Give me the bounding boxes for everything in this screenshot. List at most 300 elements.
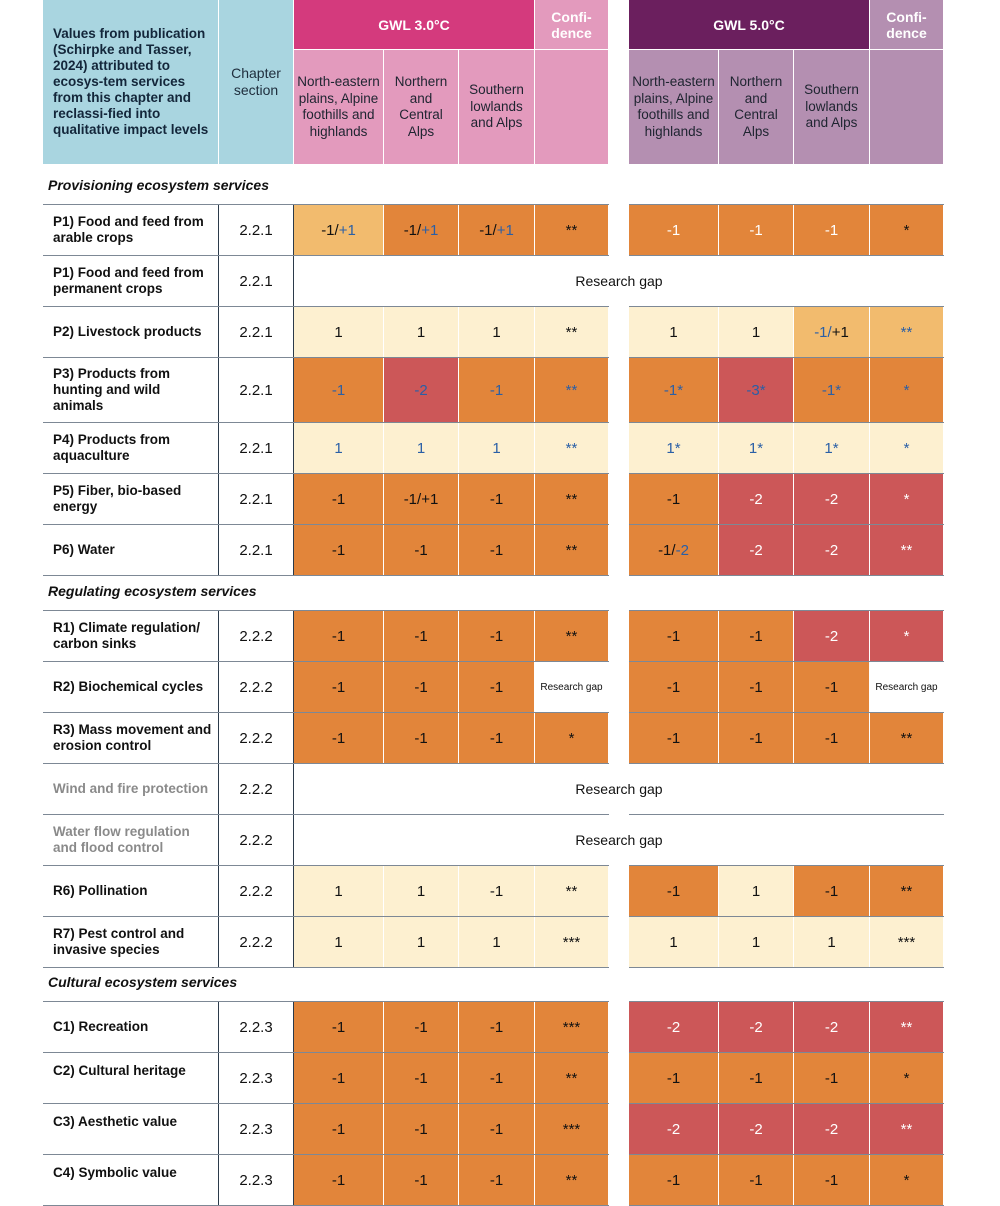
impact-value: -1 — [824, 678, 839, 696]
gwl5-impact-cell — [629, 307, 718, 357]
gwl5-region-1: North-eastern plains, Alpine foothills and highlands — [629, 50, 718, 164]
gwl3-impact-cell — [384, 662, 458, 712]
gwl5-impact-cell — [794, 474, 869, 524]
row-chapter-section: 2.2.1 — [219, 358, 294, 422]
gwl5-impact-cell — [629, 713, 718, 763]
gwl5-region-2: Northern and Central Alps — [719, 50, 793, 164]
gwl3-confidence-cell — [535, 1104, 608, 1154]
gwl5-impact-cell — [629, 423, 718, 473]
gwl3-impact-cell — [384, 525, 458, 575]
impact-value: -2 — [414, 381, 428, 399]
gwl3-impact-cell — [294, 866, 383, 916]
gwl5-impact-cell — [719, 423, 793, 473]
gwl3-impact-cell — [459, 1002, 534, 1052]
gwl5-impact-cell — [629, 1155, 718, 1205]
gwl5-impact-cell — [629, 662, 718, 712]
row-chapter-section: 2.2.2 — [219, 713, 294, 763]
impact-value: ** — [565, 323, 578, 341]
impact-value: +1 — [831, 323, 849, 341]
row-label: C3) Aesthetic value — [43, 1104, 219, 1154]
gwl5-confidence-cell — [870, 1053, 943, 1103]
impact-value: -1/ — [814, 323, 832, 341]
impact-value: 1 — [416, 933, 426, 951]
impact-value: 1 — [334, 323, 343, 341]
gwl3-header: GWL 3.0°C — [294, 0, 534, 49]
impact-value: -1* — [663, 381, 684, 399]
impact-value: 1 — [334, 933, 343, 951]
row-divider — [629, 575, 944, 576]
impact-value: -2 — [749, 1018, 763, 1036]
gwl3-impact-cell — [459, 662, 534, 712]
section-heading: Regulating ecosystem services — [48, 583, 257, 599]
row-label: C4) Symbolic value — [43, 1155, 219, 1205]
gwl3-confidence-cell — [535, 358, 608, 422]
impact-value: 1 — [416, 439, 426, 457]
gwl5-confidence-cell — [870, 713, 943, 763]
row-label: C1) Recreation — [43, 1002, 219, 1052]
gwl5-impact-cell — [719, 866, 793, 916]
gwl3-impact-cell — [384, 1053, 458, 1103]
gwl3-impact-cell — [294, 1155, 383, 1205]
row-chapter-section: 2.2.2 — [219, 611, 294, 661]
impact-value: -1 — [489, 729, 504, 747]
gwl3-impact-cell — [294, 205, 383, 255]
gwl5-impact-cell — [629, 1104, 718, 1154]
gwl5-impact-cell — [794, 662, 869, 712]
gwl5-impact-cell — [794, 307, 869, 357]
gwl3-impact-cell — [459, 1155, 534, 1205]
impact-value: -1 — [414, 729, 428, 747]
row-chapter-section: 2.2.3 — [219, 1104, 294, 1154]
impact-value: -1 — [749, 729, 763, 747]
impact-value: -1 — [666, 1069, 681, 1087]
gwl3-impact-cell — [384, 917, 458, 967]
row-label: R2) Biochemical cycles — [43, 662, 219, 712]
gwl3-confidence-cell — [535, 866, 608, 916]
gwl5-impact-cell — [629, 474, 718, 524]
impact-value: -1 — [331, 381, 346, 399]
row-label: R7) Pest control and invasive species — [43, 917, 219, 967]
row-chapter-section: 2.2.3 — [219, 1155, 294, 1205]
impact-value: -1 — [414, 678, 428, 696]
gwl5-impact-cell — [629, 611, 718, 661]
impact-value: 1* — [748, 439, 764, 457]
row-chapter-section: 2.2.2 — [219, 917, 294, 967]
gwl3-impact-cell — [459, 713, 534, 763]
impact-value: -3* — [746, 381, 766, 399]
impact-value: -1 — [666, 490, 681, 508]
row-label: P5) Fiber, bio-based energy — [43, 474, 219, 524]
impact-value: -1 — [489, 381, 504, 399]
impact-value: * — [903, 627, 910, 645]
gwl5-confidence-cell — [870, 358, 943, 422]
gwl5-confidence-cell — [870, 474, 943, 524]
impact-value: -1 — [749, 678, 763, 696]
gwl5-impact-cell — [794, 525, 869, 575]
gwl3-impact-cell — [294, 713, 383, 763]
impact-value: 1 — [334, 882, 343, 900]
gwl3-impact-cell — [459, 307, 534, 357]
impact-value: 1 — [669, 323, 678, 341]
impact-value: -2 — [666, 1018, 681, 1036]
gwl5-confidence-header: Confi-dence — [870, 0, 943, 49]
gwl5-impact-cell — [794, 1104, 869, 1154]
gwl5-confidence-cell — [870, 662, 943, 712]
row-chapter-section: 2.2.2 — [219, 662, 294, 712]
gwl3-impact-cell — [384, 474, 458, 524]
impact-value: -1 — [489, 1171, 504, 1189]
impact-value: -1 — [666, 882, 681, 900]
gwl3-impact-cell — [294, 1002, 383, 1052]
gwl3-impact-cell — [294, 1053, 383, 1103]
gwl5-impact-cell — [794, 1053, 869, 1103]
impact-value: -1/ — [658, 541, 676, 559]
impact-value: -2 — [749, 490, 763, 508]
gwl3-impact-cell — [459, 358, 534, 422]
gwl3-confidence-cell — [535, 1002, 608, 1052]
gwl3-impact-cell — [459, 611, 534, 661]
impact-value: -1 — [749, 1171, 763, 1189]
impact-value: -1 — [824, 221, 839, 239]
gwl3-impact-cell — [294, 917, 383, 967]
impact-value: * — [568, 729, 575, 747]
gwl5-impact-cell — [629, 358, 718, 422]
impact-value: -1 — [489, 1018, 504, 1036]
gwl5-impact-cell — [719, 205, 793, 255]
row-chapter-section: 2.2.1 — [219, 205, 294, 255]
impact-value: -1/ — [479, 221, 497, 239]
impact-value: -2 — [666, 1120, 681, 1138]
impact-value: -1 — [489, 1120, 504, 1138]
row-divider — [629, 967, 944, 968]
gwl3-impact-cell — [459, 1053, 534, 1103]
impact-value: +1 — [338, 221, 356, 239]
row-chapter-section: 2.2.3 — [219, 1053, 294, 1103]
impact-value: ** — [900, 1018, 913, 1036]
impact-value: * — [903, 490, 910, 508]
row-label: Water flow regulation and flood control — [43, 815, 219, 865]
gwl5-confidence-cell — [870, 917, 943, 967]
gwl3-impact-cell — [294, 662, 383, 712]
impact-value: * — [903, 1171, 910, 1189]
impact-value: 1 — [416, 882, 426, 900]
impact-value: * — [903, 221, 910, 239]
gwl5-confidence-cell — [870, 866, 943, 916]
impact-value: ** — [565, 381, 578, 399]
gwl5-impact-cell — [629, 205, 718, 255]
row-label: P1) Food and feed from permanent crops — [43, 256, 219, 306]
impact-value: 1 — [334, 439, 343, 457]
impact-value: 1* — [666, 439, 681, 457]
gwl3-confidence-cell — [535, 474, 608, 524]
impact-value: -1 — [489, 627, 504, 645]
impact-value: -1 — [414, 541, 428, 559]
impact-value: ** — [565, 221, 578, 239]
impact-value: ** — [900, 323, 913, 341]
gwl5-impact-cell — [794, 423, 869, 473]
gwl5-impact-cell — [719, 713, 793, 763]
gwl5-confidence-cell — [870, 611, 943, 661]
impact-value: -2 — [824, 541, 839, 559]
impact-value: -1 — [331, 678, 346, 696]
impact-value: -1 — [414, 1069, 428, 1087]
impact-value: 1 — [751, 933, 761, 951]
header-description: Values from publication (Schirpke and Tasser, 2024) attributed to ecosys-tem services from this chapter and reclassi-fied into qualitative impact levels — [43, 0, 218, 164]
impact-value: ** — [565, 1069, 578, 1087]
impact-value: -1 — [489, 1069, 504, 1087]
row-chapter-section: 2.2.3 — [219, 1002, 294, 1052]
impact-value: 1 — [492, 323, 501, 341]
gwl5-impact-cell — [794, 611, 869, 661]
impact-value: ** — [900, 729, 913, 747]
impact-value: -1/ — [321, 221, 339, 239]
impact-value: 1 — [492, 933, 501, 951]
row-label: P4) Products from aquaculture — [43, 423, 219, 473]
impact-value: -1 — [666, 1171, 681, 1189]
impact-value: -1 — [414, 1171, 428, 1189]
impact-value: -2 — [824, 1018, 839, 1036]
header-chapter-section: Chapter section — [219, 0, 293, 164]
impact-value: -1/ — [403, 221, 422, 239]
row-chapter-section: 2.2.1 — [219, 474, 294, 524]
impact-value: -2 — [749, 1120, 763, 1138]
gwl3-impact-cell — [459, 525, 534, 575]
impact-value: Research gap — [875, 681, 938, 693]
gwl3-confidence-cell — [535, 525, 608, 575]
impact-value: -1 — [331, 541, 346, 559]
gwl3-impact-cell — [384, 611, 458, 661]
gwl3-impact-cell — [294, 525, 383, 575]
gwl5-confidence-cell — [870, 205, 943, 255]
impact-value: -1 — [331, 1171, 346, 1189]
impact-value: ** — [900, 541, 913, 559]
impact-value: -2 — [824, 1120, 839, 1138]
gwl3-region-2: Northern and Central Alps — [384, 50, 458, 164]
gwl3-impact-cell — [459, 1104, 534, 1154]
row-chapter-section: 2.2.1 — [219, 525, 294, 575]
gwl3-impact-cell — [459, 423, 534, 473]
research-gap-cell: Research gap — [575, 832, 663, 848]
impact-value: -1/+1 — [403, 490, 439, 508]
gwl3-confidence-cell — [535, 611, 608, 661]
section-heading: Cultural ecosystem services — [48, 974, 238, 990]
row-label: P3) Products from hunting and wild animals — [43, 358, 219, 422]
gwl5-impact-cell — [794, 917, 869, 967]
impact-value: * — [903, 439, 910, 457]
impact-value: -2 — [675, 541, 689, 559]
gwl3-impact-cell — [294, 307, 383, 357]
impact-value: +1 — [421, 221, 439, 239]
impact-value: *** — [562, 933, 581, 951]
gwl5-impact-cell — [629, 1002, 718, 1052]
impact-value: Research gap — [540, 681, 603, 693]
impact-value: -1 — [489, 678, 504, 696]
impact-value: -2 — [824, 490, 839, 508]
impact-value: -1 — [824, 1069, 839, 1087]
gwl5-impact-cell — [794, 866, 869, 916]
gwl3-confidence-cell — [535, 713, 608, 763]
gwl3-confidence-cell — [535, 662, 608, 712]
impact-value: -1 — [489, 490, 504, 508]
impact-value: ** — [565, 541, 578, 559]
impact-value: 1* — [824, 439, 839, 457]
gwl5-impact-cell — [719, 611, 793, 661]
impact-value: -1 — [414, 1120, 428, 1138]
impact-value: *** — [562, 1018, 581, 1036]
impact-value: -1 — [489, 882, 504, 900]
gwl5-impact-cell — [719, 662, 793, 712]
impact-value: -1 — [414, 627, 428, 645]
gwl5-confidence-cell — [870, 525, 943, 575]
row-label: P2) Livestock products — [43, 307, 219, 357]
gwl3-impact-cell — [384, 307, 458, 357]
gwl3-region-3: Southern lowlands and Alps — [459, 50, 534, 164]
impact-value: -1 — [666, 729, 681, 747]
impact-value: -1 — [666, 221, 681, 239]
impact-value: -1 — [749, 221, 763, 239]
gwl5-impact-cell — [794, 205, 869, 255]
impact-value: *** — [562, 1120, 581, 1138]
impact-value: -1 — [331, 1069, 346, 1087]
row-chapter-section: 2.2.1 — [219, 256, 294, 306]
gwl5-impact-cell — [629, 917, 718, 967]
gwl3-impact-cell — [384, 866, 458, 916]
impact-value: -2 — [824, 627, 839, 645]
impact-value: -1 — [331, 1018, 346, 1036]
research-gap-cell: Research gap — [575, 273, 663, 289]
gwl5-impact-cell — [719, 358, 793, 422]
impact-value: ** — [565, 439, 578, 457]
impact-value: ** — [565, 490, 578, 508]
impact-value: 1 — [669, 933, 678, 951]
impact-value: * — [903, 1069, 910, 1087]
gwl3-confidence-blank — [535, 50, 608, 164]
row-label: R6) Pollination — [43, 866, 219, 916]
gwl5-impact-cell — [629, 525, 718, 575]
row-label: P6) Water — [43, 525, 219, 575]
gwl3-confidence-cell — [535, 917, 608, 967]
gwl3-impact-cell — [384, 1104, 458, 1154]
gwl3-impact-cell — [294, 1104, 383, 1154]
gwl3-impact-cell — [459, 474, 534, 524]
gwl5-impact-cell — [719, 1002, 793, 1052]
impact-value: -1 — [331, 729, 346, 747]
impact-value: ** — [565, 627, 578, 645]
gwl3-impact-cell — [459, 866, 534, 916]
impact-value: 1 — [416, 323, 426, 341]
gwl5-region-3: Southern lowlands and Alps — [794, 50, 869, 164]
gwl5-impact-cell — [719, 1104, 793, 1154]
impact-value: 1 — [492, 439, 501, 457]
impact-value: -1 — [489, 541, 504, 559]
row-label: C2) Cultural heritage — [43, 1053, 219, 1103]
gwl3-confidence-cell — [535, 1155, 608, 1205]
gwl5-impact-cell — [719, 307, 793, 357]
row-chapter-section: 2.2.1 — [219, 307, 294, 357]
gwl3-impact-cell — [384, 423, 458, 473]
gwl3-impact-cell — [459, 205, 534, 255]
gwl3-impact-cell — [294, 611, 383, 661]
row-label: Wind and fire protection — [43, 764, 219, 814]
impact-value: ** — [900, 882, 913, 900]
impact-value: -1 — [824, 1171, 839, 1189]
gwl3-impact-cell — [384, 205, 458, 255]
gwl3-impact-cell — [294, 423, 383, 473]
impact-value: -1 — [414, 1018, 428, 1036]
gwl3-confidence-header: Confi-dence — [535, 0, 608, 49]
gwl5-confidence-cell — [870, 1002, 943, 1052]
gwl5-confidence-cell — [870, 1104, 943, 1154]
impact-value: * — [903, 381, 910, 399]
row-chapter-section: 2.2.2 — [219, 866, 294, 916]
impact-value: +1 — [496, 221, 514, 239]
gwl3-impact-cell — [384, 1155, 458, 1205]
gwl5-impact-cell — [629, 1053, 718, 1103]
row-chapter-section: 2.2.1 — [219, 423, 294, 473]
row-chapter-section: 2.2.2 — [219, 815, 294, 865]
gwl3-impact-cell — [384, 1002, 458, 1052]
impact-value: ** — [565, 882, 578, 900]
gwl3-impact-cell — [294, 358, 383, 422]
impact-value: -1 — [824, 729, 839, 747]
impact-value: -1 — [331, 490, 346, 508]
gwl3-region-1: North-eastern plains, Alpine foothills and highlands — [294, 50, 383, 164]
impact-value: -1 — [666, 678, 681, 696]
gwl5-impact-cell — [629, 866, 718, 916]
gwl5-impact-cell — [794, 1002, 869, 1052]
gwl3-impact-cell — [384, 358, 458, 422]
impact-value: ** — [900, 1120, 913, 1138]
impact-value: -1 — [331, 627, 346, 645]
gwl5-confidence-cell — [870, 1155, 943, 1205]
gwl5-impact-cell — [719, 1053, 793, 1103]
impact-value: -1 — [749, 627, 763, 645]
gwl5-impact-cell — [719, 917, 793, 967]
impact-value: -1 — [824, 882, 839, 900]
gwl5-header: GWL 5.0°C — [629, 0, 869, 49]
row-chapter-section: 2.2.2 — [219, 764, 294, 814]
impact-value: ** — [565, 1171, 578, 1189]
gwl5-impact-cell — [794, 713, 869, 763]
gwl5-impact-cell — [719, 474, 793, 524]
impact-value: -1* — [821, 381, 842, 399]
impact-value: -1 — [331, 1120, 346, 1138]
gwl5-impact-cell — [794, 358, 869, 422]
gwl5-impact-cell — [719, 1155, 793, 1205]
gwl3-confidence-cell — [535, 1053, 608, 1103]
gwl3-impact-cell — [459, 917, 534, 967]
impact-value: -1 — [749, 1069, 763, 1087]
impact-value: *** — [897, 933, 916, 951]
impact-value: 1 — [827, 933, 836, 951]
impact-value: 1 — [751, 323, 761, 341]
gwl3-confidence-cell — [535, 205, 608, 255]
gwl5-impact-cell — [719, 525, 793, 575]
gwl5-confidence-cell — [870, 307, 943, 357]
research-gap-cell: Research gap — [575, 781, 663, 797]
gwl5-confidence-cell — [870, 423, 943, 473]
row-label: P1) Food and feed from arable crops — [43, 205, 219, 255]
gwl5-confidence-blank — [870, 50, 943, 164]
impact-value: -2 — [749, 541, 763, 559]
gwl3-confidence-cell — [535, 307, 608, 357]
impact-value: -1 — [666, 627, 681, 645]
gwl5-impact-cell — [794, 1155, 869, 1205]
gwl3-impact-cell — [294, 474, 383, 524]
row-label: R1) Climate regulation/ carbon sinks — [43, 611, 219, 661]
section-heading: Provisioning ecosystem services — [48, 177, 269, 193]
gwl3-confidence-cell — [535, 423, 608, 473]
